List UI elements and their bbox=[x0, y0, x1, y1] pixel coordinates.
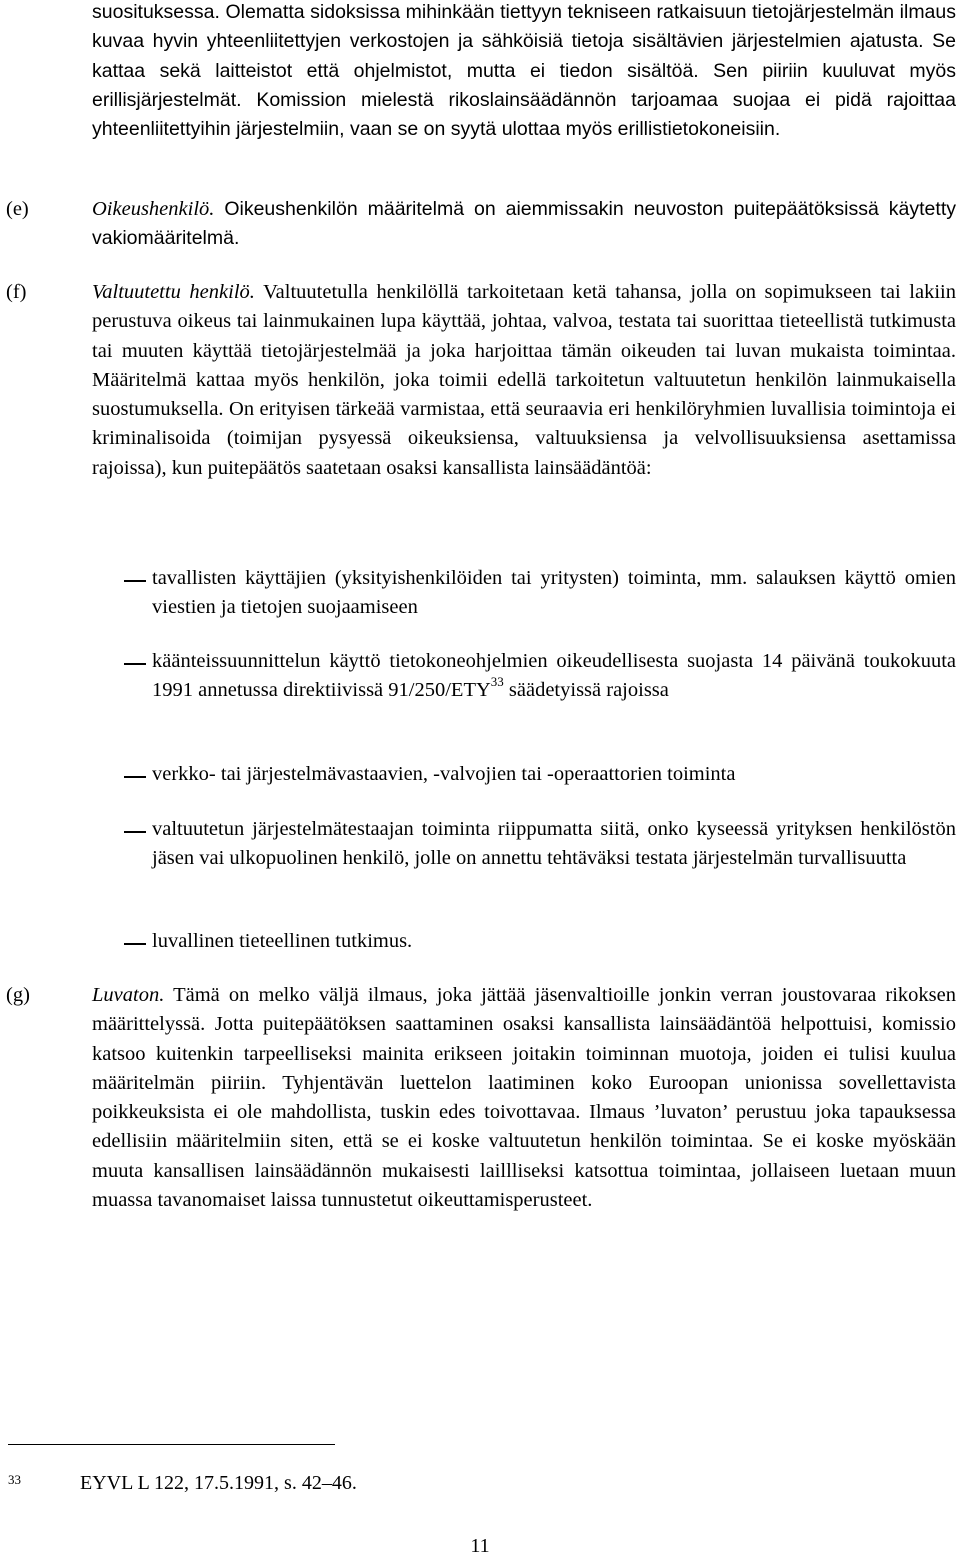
item-g-term: Luvaton. bbox=[92, 984, 165, 1006]
bullet-dash-5 bbox=[124, 943, 146, 945]
bullet-item-5 bbox=[152, 927, 956, 956]
bullet-item-3-text: verkko- tai järjestelmävastaavien, -valvojien tai -operaattorien toiminta bbox=[152, 763, 736, 785]
item-f-label: (f) bbox=[6, 281, 27, 303]
bullet-item-2-text-after: säädetyissä rajoissa bbox=[503, 679, 669, 702]
bullet-dash-4 bbox=[124, 831, 146, 833]
footnote-text: EYVL L 122, 17.5.1991, s. 42–46. bbox=[80, 1472, 357, 1494]
footnote-ref[interactable]: 33 bbox=[490, 674, 504, 690]
bullet-item-1 bbox=[152, 564, 956, 623]
item-g-paragraph bbox=[92, 981, 956, 1215]
intro-text: suosituksessa. Olematta sidoksissa mihinkään tiettyyn tekniseen ratkaisuun tietojärjestelmän ilmaus kuvaa hyvin yhteenliitettyjen verkostojen ja sähköisiä tietoja sisältävien järjestelmien ajatusta. Se kattaa sekä laitteistot että ohjelmistot, mutta ei tiedon sisältöä. Sen piiriin kuuluvat myös erillisjärjestelmät. Komission mielestä rikoslainsäädännön tarjoamaa suojaa ei pidä rajoittaa yhteenliitettyihin järjestelmiin, vaan se on syytä ulottaa myös erillistietokoneisiin. bbox=[92, 1, 956, 141]
item-g-label: (g) bbox=[6, 984, 30, 1006]
bullet-item-2 bbox=[152, 647, 956, 706]
item-f-paragraph bbox=[92, 278, 956, 483]
item-e-text: Oikeushenkilön määritelmä on aiemmissakin neuvoston puitepäätöksissä käytetty vakiomääritelmä. bbox=[92, 198, 956, 250]
page-number: 11 bbox=[470, 1535, 490, 1557]
item-f-text: Valtuutetulla henkilöllä tarkoitetaan ketä tahansa, jolla on sopimukseen tai lakiin perustuva oikeus tai lainmukainen lupa käyttää, johtaa, valvoa, testata tai suorittaa tieteellistä tutkimusta tai muuten käyttää tietojärjestelmää ja joka harjoittaa tämän oikeuden tai luvan mukaista toimintaa. Määritelmä kattaa myös henkilön, joka toimii edellä tarkoitetun valtuutetun henkilön lainmukaisella suostumuksella. On erityisen tärkeää varmistaa, että seuraavia eri henkilöryhmien luvallisia toimintoja ei kriminalisoida (toimijan pysyessä oikeuksiensa, valtuuksiensa ja velvollisuuksiensa asettamissa rajoissa), kun puitepäätös saatetaan osaksi kansallista lainsäädäntöä: bbox=[92, 281, 956, 479]
item-e-label: (e) bbox=[6, 198, 29, 220]
bullet-item-3 bbox=[152, 760, 956, 789]
intro-paragraph bbox=[92, 0, 956, 144]
bullet-item-4-text: valtuutetun järjestelmätestaajan toiminta riippumatta siitä, onko kyseessä yrityksen henkilöstön jäsen vai ulkopuolinen henkilö, jolle on annettu tehtäväksi testata järjestelmän turvallisuutta bbox=[152, 818, 956, 870]
item-e-paragraph bbox=[92, 195, 956, 254]
item-g-text: Tämä on melko väljä ilmaus, joka jättää jäsenvaltioille jonkin verran joustovaraa rikoksen määrittelyssä. Jotta puitepäätöksen saattaminen osaksi kansallista lainsäädäntöä helpottuisi, komissio katsoo kuitenkin tarpeelliseksi mainita erikseen joitakin toiminnan muotoja, joiden ei tulisi kuulua määritelmän piiriin. Tyhjentävän luettelon laatiminen koko Euroopan unionissa sovellettavista poikkeuksista ei ole mahdollista, tuskin edes toivottavaa. Ilmaus ’luvaton’ perustuu joka tapauksessa edellisiin määritelmiin siten, että se ei koske valtuutetun henkilön toimintaa. Se ei koske myöskään muuta kansallisen lainsäädännön mukaisesti laillliseksi katsottua toimintaa, jollaiseen luetaan muun muassa tavanomaiset laissa tunnustetut oikeuttamisperusteet. bbox=[92, 984, 956, 1212]
bullet-item-2-text: käänteissuunnittelun käyttö tietokoneohjelmien oikeudellisesta suojasta 14 päivänä toukokuuta 1991 annetussa direktiivissä 91/250/ETY bbox=[152, 650, 956, 702]
footnote-number: 33 bbox=[8, 1472, 21, 1487]
bullet-item-4 bbox=[152, 815, 956, 874]
item-f-term: Valtuutettu henkilö. bbox=[92, 281, 255, 303]
bullet-item-1-text: tavallisten käyttäjien (yksityishenkilöiden tai yritysten) toiminta, mm. salauksen käyttö omien viestien ja tietojen suojaamiseen bbox=[152, 567, 956, 619]
bullet-dash-2 bbox=[124, 663, 146, 665]
item-e-term: Oikeushenkilö. bbox=[92, 198, 215, 220]
bullet-dash-3 bbox=[124, 776, 146, 778]
bullet-dash-1 bbox=[124, 580, 146, 582]
bullet-item-5-text: luvallinen tieteellinen tutkimus. bbox=[152, 930, 413, 952]
footnote-rule bbox=[8, 1444, 335, 1445]
